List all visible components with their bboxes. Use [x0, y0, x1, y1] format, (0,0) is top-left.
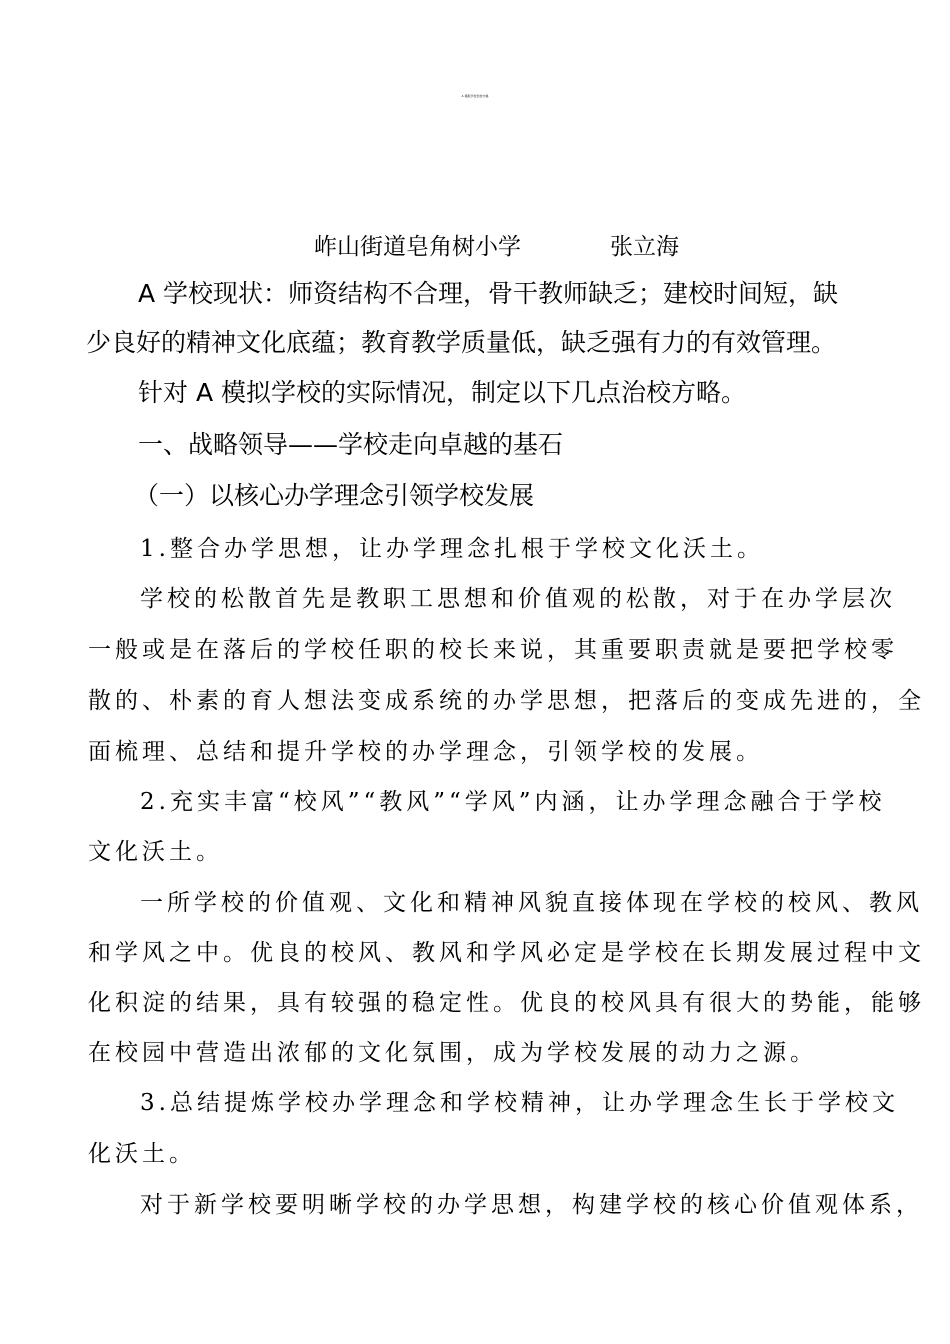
paragraph-line: 化积淀的结果，具有较强的稳定性。优良的校风具有很大的势能，能够 [88, 990, 925, 1016]
paragraph-line: 文化沃土。 [88, 839, 223, 865]
numbered-item: 2.充实丰富“校风”“教风”“学风”内涵，让办学理念融合于学校 [140, 789, 886, 815]
section-heading: 一、战略领导——学校走向卓越的基石 [138, 430, 564, 459]
paragraph-line: 散的、朴素的育人想法变成系统的办学思想，把落后的变成先进的，全 [88, 688, 925, 714]
paragraph-line: 一般或是在落后的学校任职的校长来说，其重要职责就是要把学校零 [88, 637, 898, 663]
paragraph-line: 在校园中营造出浓郁的文化氛围，成为学校发展的动力之源。 [88, 1040, 817, 1066]
paragraph-line: 面梳理、总结和提升学校的办学理念，引领学校的发展。 [88, 739, 763, 765]
document-title: A 模拟学校治校方略 [461, 94, 489, 98]
paragraph-line: 对于新学校要明晰学校的办学思想，构建学校的核心价值观体系， [140, 1192, 923, 1218]
paragraph-line: 和学风之中。优良的校风、教风和学风必定是学校在长期发展过程中文 [88, 940, 925, 966]
numbered-item: 3.总结提炼学校办学理念和学校精神，让办学理念生长于学校文 [140, 1090, 899, 1116]
paragraph-line: 一所学校的价值观、文化和精神风貌直接体现在学校的校风、教风 [140, 890, 923, 916]
paragraph-line: 针对 A 模拟学校的实际情况，制定以下几点治校方略。 [138, 378, 746, 407]
paragraph-line: A 学校现状：师资结构不合理，骨干教师缺乏；建校时间短，缺 [138, 279, 839, 308]
paragraph-line: 少良好的精神文化底蕴；教育教学质量低，缺乏强有力的有效管理。 [86, 328, 837, 357]
author-school: 岞山街道皂角树小学 [314, 234, 521, 260]
author-name: 张立海 [610, 234, 679, 260]
paragraph-line: 学校的松散首先是教职工思想和价值观的松散，对于在办学层次 [140, 586, 896, 612]
paragraph-line: 化沃土。 [88, 1141, 196, 1167]
numbered-item: 1.整合办学思想，让办学理念扎根于学校文化沃土。 [140, 536, 764, 562]
subsection-heading: （一）以核心办学理念引领学校发展 [134, 481, 535, 510]
